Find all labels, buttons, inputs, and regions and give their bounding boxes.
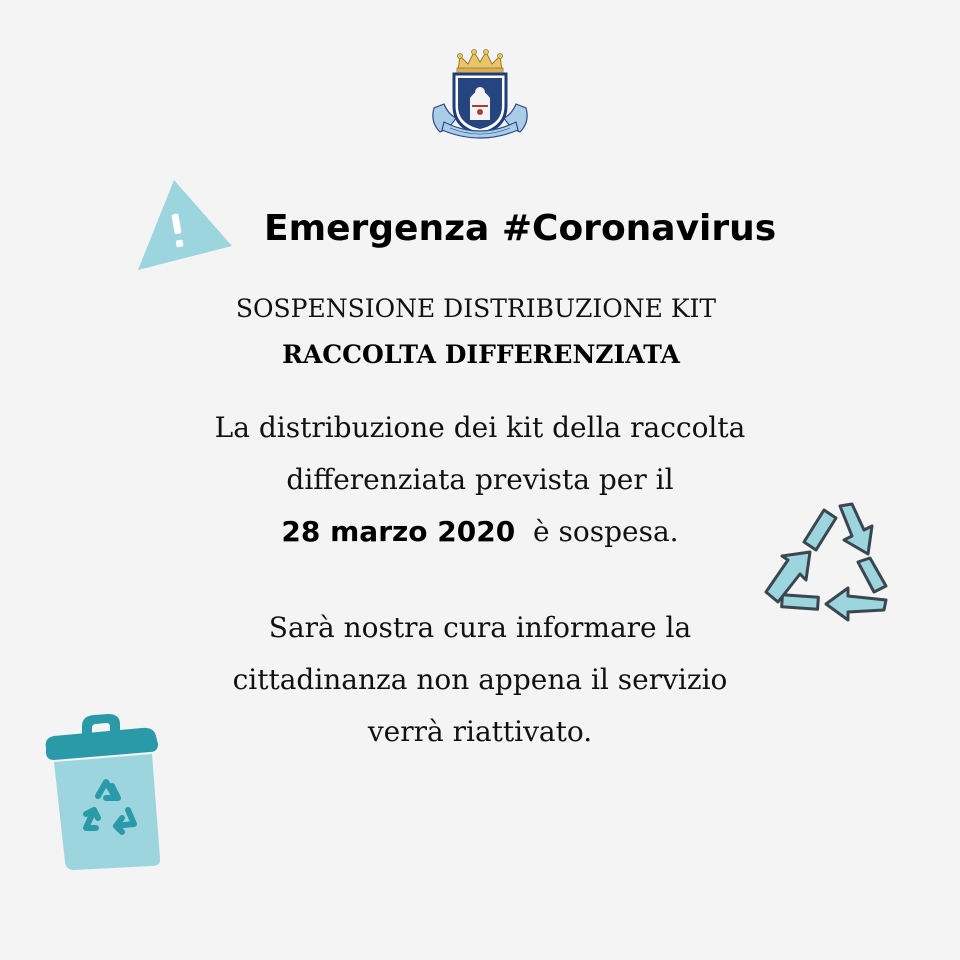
subtitle-line-2: RACCOLTA DIFFERENZIATA [282,340,680,369]
notice-line-3-rest: è sospesa. [533,515,679,548]
followup-line-1: Sarà nostra cura informare la [268,611,692,644]
subtitle-line-1: SOSPENSIONE DISTRIBUZIONE KIT [235,294,717,323]
suspended-date: 28 marzo 2020 [281,515,516,548]
notice-line-2: differenziata prevista per il [286,463,674,496]
recycle-arrows-icon [760,496,892,622]
notice-line-1: La distribuzione dei kit della raccolta [214,411,746,444]
followup-line-3: verrà riattivato. [367,715,593,748]
followup-line-2: cittadinanza non appena il servizio [232,663,728,696]
headline: Emergenza #Coronavirus [264,208,777,249]
warning-triangle-icon [134,176,236,272]
municipal-crest-icon [426,48,534,142]
recycle-bin-icon [40,714,180,874]
